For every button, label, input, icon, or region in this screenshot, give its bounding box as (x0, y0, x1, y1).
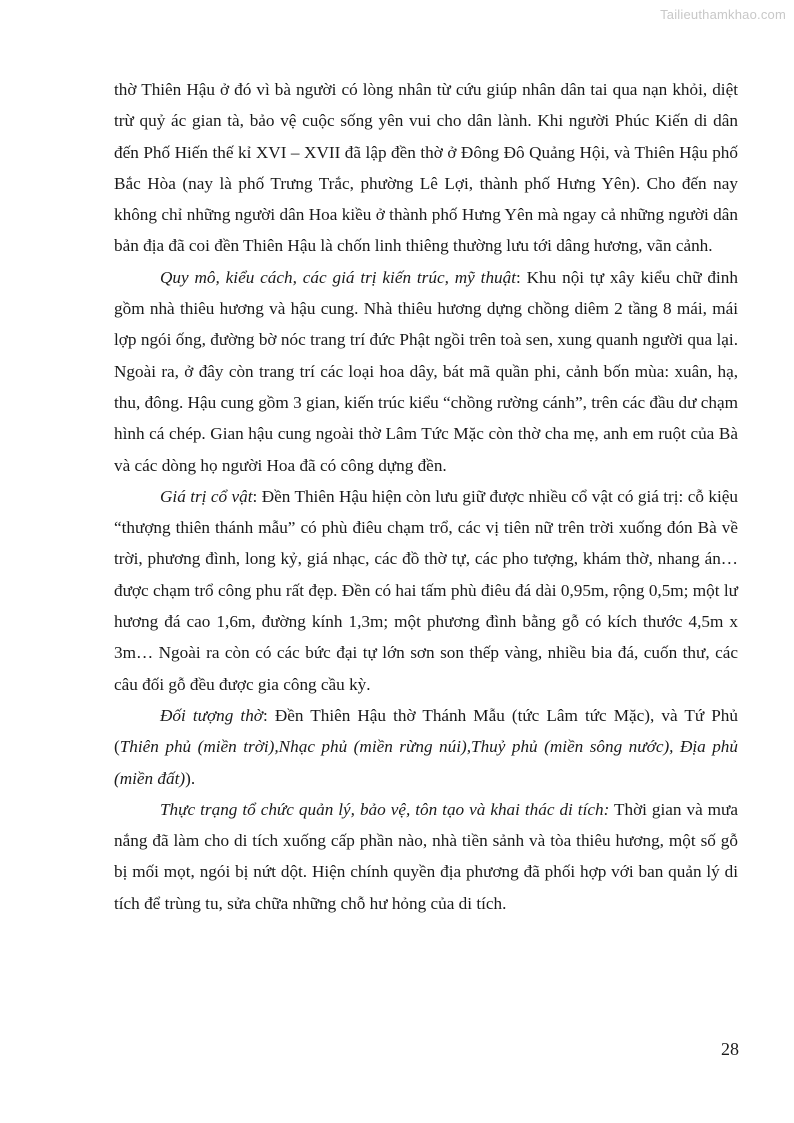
paragraph-worship (114, 700, 738, 794)
paragraph-architecture (114, 262, 738, 481)
paragraph-text: : Đền Thiên Hậu hiện còn lưu giữ được nhiều cổ vật có giá trị: cỗ kiệu “thượng thiên thánh mẫu” có phù điêu chạm trổ, các vị tiên nữ trên trời xuống đón Bà về trời, phương đình, long kỷ, giá nhạc, các đồ thờ tự, các pho tượng, khám thờ, nhang án…được chạm trổ công phu rất đẹp. Đền có hai tấm phù điêu đá dài 0,95m, rộng 0,5m; một lư hương đá cao 1,6m, đường kính 1,3m; một phương đình bằng gỗ có kích thước 4,5m x 3m… Ngoài ra còn có các bức đại tự lớn sơn son thếp vàng, nhiều bia đá, cuốn thư, các câu đối gỗ đều được gia công cầu kỳ. (114, 486, 738, 694)
watermark: Tailieuthamkhao.com (660, 7, 786, 22)
paragraph-text: : Đền Thiên Hậu thờ Thánh Mẫu (tức Lâm tức Mặc), và Tứ Phủ ( (114, 705, 738, 757)
paragraph-text: : Khu nội tự xây kiểu chữ đinh gồm nhà thiêu hương và hậu cung. Nhà thiêu hương dựng chồng diêm 2 tầng 8 mái, mái lợp ngói ống, đường bờ nóc trang trí đức Phật ngồi trên toà sen, xung quanh người qua lại. Ngoài ra, ở đây còn trang trí các loại hoa dây, bát mã quần phi, cảnh bốn mùa: xuân, hạ, thu, đông. Hậu cung gồm 3 gian, kiến trúc kiểu “chồng rường cánh”, trên các đầu dư chạm hình cá chép. Gian hậu cung ngoài thờ Lâm Tức Mặc còn thờ cha mẹ, anh em ruột của Bà và các dòng họ người Hoa đã có công dựng đền. (114, 267, 738, 475)
paragraph-heading: Giá trị cổ vật (160, 486, 253, 506)
paragraph-heading: Đối tượng thờ (160, 705, 263, 725)
paragraph-text: Thời gian và mưa nắng đã làm cho di tích xuống cấp phần nào, nhà tiền sảnh và tòa thiêu hương, một số gỗ bị mối mọt, ngói bị nứt dột. Hiện chính quyền địa phương đã phối hợp với ban quản lý di tích để trùng tu, sửa chữa những chỗ hư hỏng của di tích. (114, 799, 738, 913)
paragraph-text: thờ Thiên Hậu ở đó vì bà người có lòng nhân từ cứu giúp nhân dân tai qua nạn khỏi, diệt trừ quỷ ác gian tà, bảo vệ cuộc sống yên vui cho dân lành. Khi người Phúc Kiến di dân đến Phố Hiến thế kỉ XVI – XVII đã lập đền thờ ở Đông Đô Quảng Hội, và Thiên Hậu phố Bắc Hòa (nay là phố Trưng Trắc, phường Lê Lợi, thành phố Hưng Yên). Cho đến nay không chỉ những người dân Hoa kiều ở thành phố Hưng Yên mà ngay cả những người dân bản địa đã coi đền Thiên Hậu là chốn linh thiêng thường lưu tới dâng hương, vãn cảnh. (114, 80, 738, 256)
paragraph-end: ). (185, 768, 196, 788)
paragraph-heading: Quy mô, kiểu cách, các giá trị kiến trúc, mỹ thuật (160, 267, 516, 287)
paragraph-italic-list: Thiên phủ (miền trời),Nhạc phủ (miền rừng núi),Thuỷ phủ (miền sông nước), Địa phủ (miền đất) (114, 737, 738, 788)
paragraph-artifacts (114, 481, 738, 700)
document-body (114, 74, 738, 919)
page-number: 28 (721, 1039, 739, 1059)
paragraph-heading: Thực trạng tổ chức quản lý, bảo vệ, tôn tạo và khai thác di tích: (160, 799, 610, 819)
paragraph-intro (114, 74, 738, 262)
paragraph-management (114, 794, 738, 919)
